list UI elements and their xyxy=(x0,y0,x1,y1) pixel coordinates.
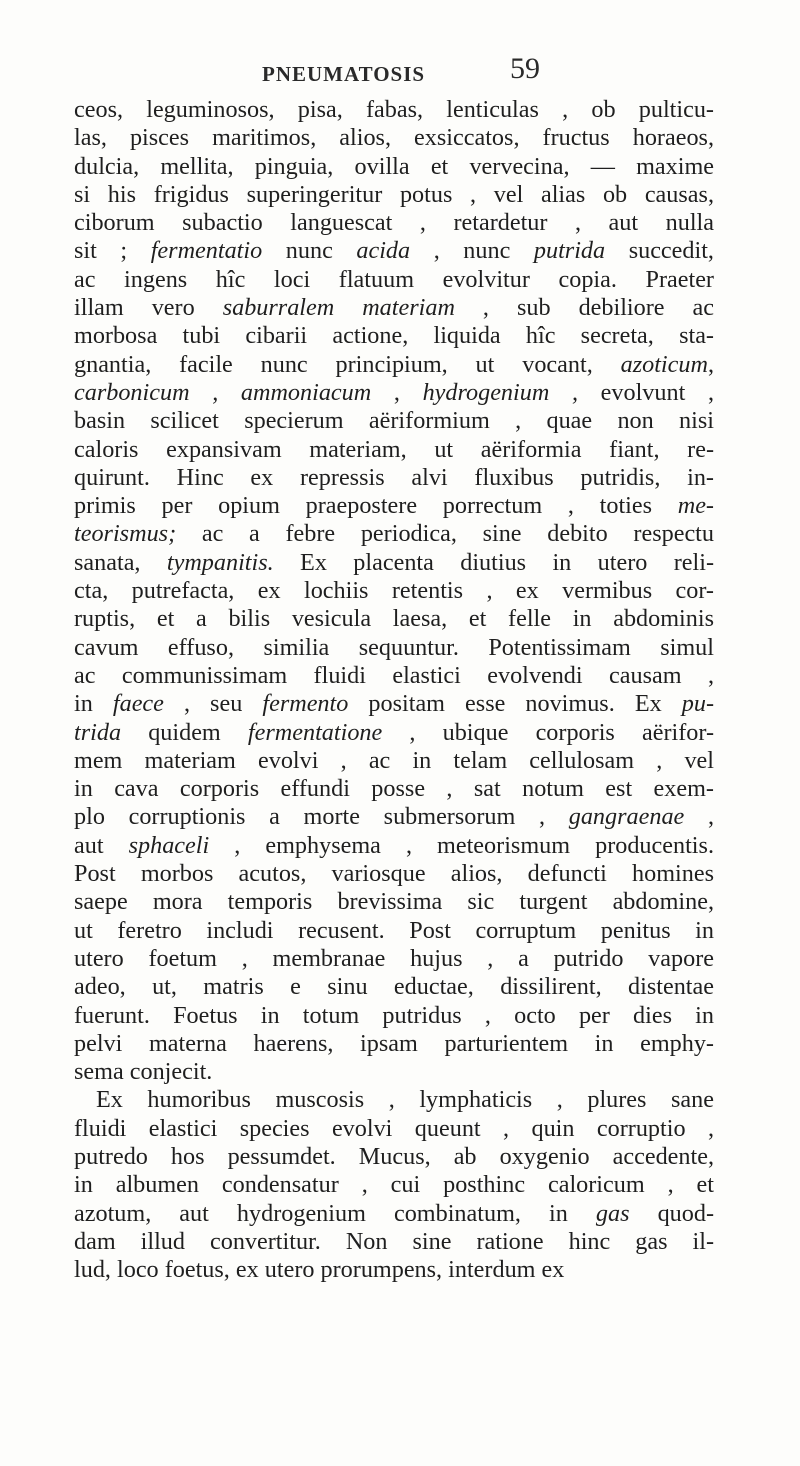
text-line xyxy=(74,153,714,181)
text-segment: positam esse novimus. Ex xyxy=(348,690,682,718)
italic-text: gas xyxy=(595,1199,630,1227)
text-line xyxy=(74,719,714,747)
text-line xyxy=(74,1058,714,1086)
italic-text: saburralem materiam xyxy=(222,294,455,322)
italic-text: sphaceli xyxy=(128,831,210,859)
italic-text: fermento xyxy=(262,690,349,718)
text-segment: ceos, leguminosos, pisa, fabas, lenticulas , ob pulticu- xyxy=(74,96,714,123)
text-segment: quirunt. Hinc ex repressis alvi fluxibus putridis, in- xyxy=(74,463,714,491)
paragraph xyxy=(74,1086,714,1284)
text-line xyxy=(74,945,714,973)
text-segment: , xyxy=(684,803,715,831)
text-segment: cavum effuso, similia sequuntur. Potentissimam simul xyxy=(74,633,714,661)
text-line xyxy=(74,888,714,916)
text-segment: si his frigidus superingeritur potus , vel alias ob causas, xyxy=(74,180,714,208)
text-line xyxy=(74,1171,714,1199)
text-line xyxy=(74,294,714,322)
text-segment: lud, loco foetus, ex utero prorumpens, interdum ex xyxy=(74,1256,565,1284)
text-segment: quod- xyxy=(629,1199,714,1227)
text-segment: dam illud convertitur. Non sine ratione hinc gas il- xyxy=(74,1227,714,1255)
text-segment: utero foetum , membranae hujus , a putrido vapore xyxy=(74,944,714,972)
text-line xyxy=(74,832,714,860)
text-line xyxy=(74,520,714,548)
text-line xyxy=(74,1200,714,1228)
text-line xyxy=(74,96,714,124)
text-segment: ac a febre periodica, sine debito respectu xyxy=(176,520,714,548)
text-segment: evolvunt , xyxy=(578,378,714,406)
text-line xyxy=(74,209,714,237)
text-segment: , nunc xyxy=(410,237,534,265)
text-line xyxy=(74,1256,714,1284)
text-segment: morbosa tubi cibarii actione, liquida hîc secreta, sta- xyxy=(74,322,714,350)
text-segment: ciborum subactio languescat , retardetur , aut nulla xyxy=(74,209,714,237)
text-line xyxy=(74,917,714,945)
text-line xyxy=(74,747,714,775)
body-text xyxy=(74,96,714,1284)
text-line xyxy=(74,379,714,407)
text-line xyxy=(74,577,714,605)
text-line xyxy=(74,803,714,831)
text-segment: plo corruptionis a morte submersorum , xyxy=(74,803,569,831)
text-segment: las, pisces maritimos, alios, exsiccatos, fructus horaeos, xyxy=(74,124,714,152)
text-line xyxy=(74,662,714,690)
text-segment: saepe mora temporis brevissima sic turgent abdomine, xyxy=(74,888,714,916)
text-segment: , xyxy=(371,378,423,406)
text-line xyxy=(74,1086,714,1114)
text-line xyxy=(74,436,714,464)
text-segment: in albumen condensatur , cui posthinc caloricum , et xyxy=(74,1171,714,1199)
text-line xyxy=(74,464,714,492)
text-line xyxy=(74,775,714,803)
text-line xyxy=(74,860,714,888)
text-segment: caloris expansivam materiam, ut aëriformia fiant, re- xyxy=(74,435,714,463)
text-segment: dulcia, mellita, pinguia, ovilla et vervecina, — maxime xyxy=(74,152,714,180)
text-line xyxy=(74,322,714,350)
text-segment: in cava corporis effundi posse , sat notum est exem- xyxy=(74,775,714,803)
text-segment: adeo, ut, matris e sinu eductae, dissilirent, distentae xyxy=(74,973,714,1001)
italic-text: faece xyxy=(112,690,164,718)
text-segment: in xyxy=(74,690,113,718)
text-segment: putredo hos pessumdet. Mucus, ab oxygenio accedente, xyxy=(74,1142,714,1170)
text-line xyxy=(74,1002,714,1030)
text-segment: , ubique corporis aërifor- xyxy=(382,718,714,746)
text-line xyxy=(74,237,714,265)
text-segment: ac communissimam fluidi elastici evolvendi causam , xyxy=(74,661,714,689)
text-line xyxy=(74,124,714,152)
text-segment: azotum, aut hydrogenium combinatum, in xyxy=(74,1199,596,1227)
italic-text: acida xyxy=(356,237,411,265)
text-segment: fuerunt. Foetus in totum putridus , octo per dies in xyxy=(74,1001,714,1029)
text-line xyxy=(74,690,714,718)
text-segment: quidem xyxy=(121,718,248,746)
text-segment: illam vero xyxy=(74,294,223,322)
text-line xyxy=(74,1030,714,1058)
italic-text: fermentatione xyxy=(247,718,383,746)
text-line xyxy=(74,181,714,209)
text-line xyxy=(74,1228,714,1256)
text-segment: sit ; xyxy=(74,237,151,265)
text-segment: mem materiam evolvi , ac in telam cellulosam , vel xyxy=(74,746,714,774)
text-segment: , seu xyxy=(163,690,263,718)
text-segment: ut feretro includi recusent. Post corruptum penitus in xyxy=(74,916,714,944)
text-line xyxy=(74,266,714,294)
text-segment: cta, putrefacta, ex lochiis retentis , ex vermibus cor- xyxy=(74,577,714,605)
text-segment: aut xyxy=(74,831,129,859)
italic-text: hydrogenium , xyxy=(422,378,578,406)
italic-text: putrida xyxy=(533,237,606,265)
text-segment: succedit, xyxy=(605,237,714,265)
italic-text: teorismus; xyxy=(74,520,177,548)
text-line xyxy=(74,549,714,577)
text-segment: Ex humoribus muscosis , lymphaticis , plures sane xyxy=(96,1086,714,1114)
italic-text: me- xyxy=(677,492,714,520)
text-line xyxy=(74,407,714,435)
text-segment: , sub debiliore ac xyxy=(454,294,715,322)
text-segment: , emphysema , meteorismum producentis. xyxy=(209,831,714,859)
page-header xyxy=(0,52,800,92)
italic-text: azoticum xyxy=(620,350,708,378)
text-segment: sanata, xyxy=(74,548,167,576)
text-line xyxy=(74,634,714,662)
text-segment: , xyxy=(707,350,714,378)
italic-text: pu- xyxy=(681,690,714,718)
paragraph xyxy=(74,96,714,1086)
text-line xyxy=(74,351,714,379)
italic-text: tympanitis. xyxy=(166,548,274,576)
text-segment: primis per opium praepostere porrectum , toties xyxy=(74,492,678,520)
running-head: PNEUMATOSIS xyxy=(262,62,426,86)
text-line xyxy=(74,1143,714,1171)
text-line xyxy=(74,973,714,1001)
text-segment: Post morbos acutos, variosque alios, defuncti homines xyxy=(74,860,714,888)
text-line xyxy=(74,605,714,633)
text-segment: pelvi materna haerens, ipsam parturientem in emphy- xyxy=(74,1029,714,1057)
text-line xyxy=(74,492,714,520)
text-segment: basin scilicet specierum aëriformium , quae non nisi xyxy=(74,407,714,435)
text-line xyxy=(74,1115,714,1143)
text-segment: ruptis, et a bilis vesicula laesa, et felle in abdominis xyxy=(74,605,714,633)
text-segment: fluidi elastici species evolvi queunt , quin corruptio , xyxy=(74,1114,714,1142)
text-segment: nunc xyxy=(262,237,357,265)
italic-text: carbonicum , ammoniacum xyxy=(74,378,372,406)
italic-text: fermentatio xyxy=(150,237,263,265)
text-segment: gnantia, facile nunc principium, ut vocant, xyxy=(74,350,621,378)
italic-text: trida xyxy=(74,718,122,746)
text-segment: sema conjecit. xyxy=(74,1058,213,1086)
page-number: 59 xyxy=(510,52,540,85)
text-segment: ac ingens hîc loci flatuum evolvitur copia. Praeter xyxy=(74,265,714,293)
italic-text: gangraenae xyxy=(568,803,685,831)
text-segment: Ex placenta diutius in utero reli- xyxy=(273,548,714,576)
